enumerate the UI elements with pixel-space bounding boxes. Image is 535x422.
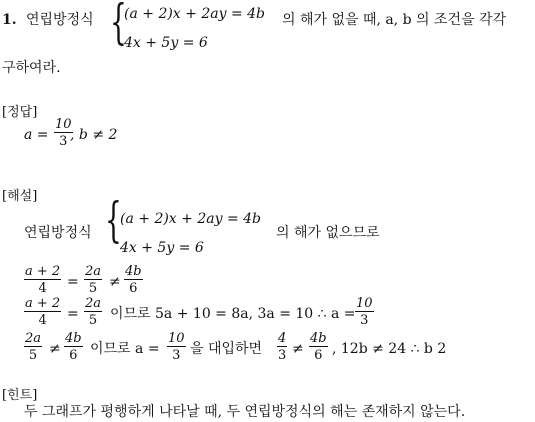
fraction-numerator: 2a <box>25 331 42 346</box>
fraction-denominator: 6 <box>129 281 138 296</box>
solution-eq2: 4x + 5y = 6 <box>120 240 204 256</box>
fraction-denominator: 5 <box>88 313 98 328</box>
answer-a-lhs: a = <box>24 127 49 143</box>
solution-prefix: 연립방정식 <box>24 225 92 241</box>
solution-eq1: (a + 2)x + 2ay = 4b <box>120 211 261 227</box>
solution-suffix: 의 해가 없으므로 <box>276 225 380 241</box>
fraction-numerator: 4b <box>65 331 82 346</box>
equals-sign: = <box>67 274 79 290</box>
fraction-numerator: 10 <box>168 331 185 346</box>
fraction-numerator: 2a <box>85 264 102 279</box>
fraction-denominator: 3 <box>278 348 287 363</box>
fraction <box>167 332 186 362</box>
answer-b-condition: , b ≠ 2 <box>70 127 118 143</box>
fraction-numerator: 10 <box>55 117 72 132</box>
fraction <box>84 297 102 327</box>
fraction-denominator: 6 <box>69 348 78 363</box>
problem-eq2: 4x + 5y = 6 <box>124 35 208 51</box>
fraction <box>24 332 42 362</box>
problem-number: 1. <box>2 12 17 28</box>
fraction-denominator: 5 <box>28 348 38 363</box>
fraction-numerator: 10 <box>356 296 373 311</box>
solution-row3-text3: , 12b ≠ 24 ∴ b 2 <box>332 341 447 357</box>
fraction-numerator: a + 2 <box>25 296 61 311</box>
fraction <box>355 297 374 327</box>
fraction-denominator: 3 <box>172 348 181 363</box>
fraction-numerator: a + 2 <box>25 264 61 279</box>
fraction-denominator: 6 <box>314 348 323 363</box>
problem-line2: 구하여라. <box>2 60 61 76</box>
fraction <box>24 265 61 295</box>
equals-sign: = <box>67 306 79 322</box>
problem-eq1: (a + 2)x + 2ay = 4b <box>124 6 265 22</box>
fraction-denominator: 3 <box>360 313 369 328</box>
fraction <box>277 332 287 362</box>
problem-suffix: 의 해가 없을 때, a, b 의 조건을 각각 <box>282 12 507 28</box>
fraction <box>124 265 143 295</box>
fraction-numerator: 4b <box>310 331 327 346</box>
solution-row3-text2: 을 대입하면 <box>190 341 263 357</box>
fraction-denominator: 5 <box>88 281 98 296</box>
solution-row3-text1: 이므로 a = <box>90 341 160 357</box>
fraction <box>64 332 83 362</box>
problem-prefix: 연립방정식 <box>26 12 94 28</box>
fraction <box>309 332 328 362</box>
fraction <box>24 297 61 327</box>
solution-row2-text: 이므로 5a + 10 = 8a, 3a = 10 ∴ a = <box>110 306 356 322</box>
not-equal-sign: ≠ <box>49 341 61 357</box>
not-equal-sign: ≠ <box>109 274 121 290</box>
fraction-denominator: 3 <box>59 134 68 149</box>
hint-text: 두 그래프가 평행하게 나타날 때, 두 연립방정식의 해는 존재하지 않는다. <box>24 404 466 420</box>
fraction-numerator: 4b <box>125 264 142 279</box>
left-brace: { <box>105 192 122 248</box>
fraction-denominator: 4 <box>38 281 47 296</box>
fraction-numerator: 2a <box>85 296 102 311</box>
answer-heading: [정답] <box>2 105 38 120</box>
hint-heading: [힌트] <box>2 388 38 403</box>
fraction-numerator: 4 <box>278 331 287 346</box>
fraction-denominator: 4 <box>38 313 47 328</box>
left-brace: { <box>110 0 127 50</box>
fraction <box>84 265 102 295</box>
solution-heading: [해설] <box>2 189 38 204</box>
not-equal-sign: ≠ <box>292 341 304 357</box>
